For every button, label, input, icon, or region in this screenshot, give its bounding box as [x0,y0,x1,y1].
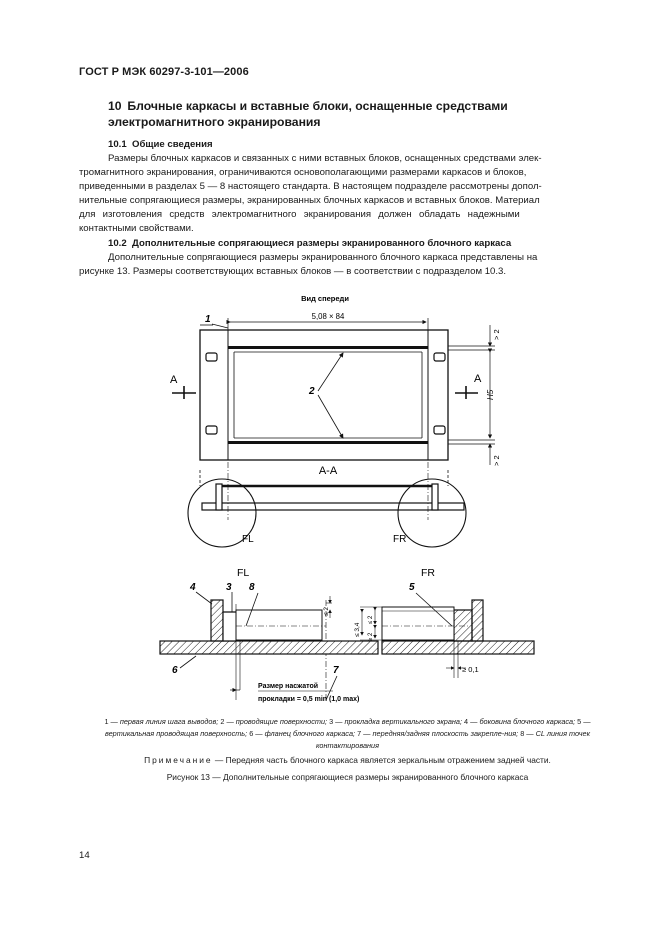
section-number: 10 [108,99,122,113]
callout-4: 4 [190,582,196,593]
page-number: 14 [79,850,90,861]
callout-8: 8 [249,582,255,593]
note-text: — Передняя часть блочного каркаса является зеркальным отражением задней части. [212,755,551,765]
figure-note [79,755,616,765]
callout-7: 7 [333,665,339,676]
paragraph-line: нительные сопрягающиеся размеры, экранированных блочных каркасов и вставных блоков. Материал [79,195,540,207]
subsection-title-text: Общие сведения [132,139,213,150]
dim-small-d: ≥ 0,1 [462,665,479,674]
view-label: Вид спереди [301,294,349,303]
gasket-size-label-2: прокладки = 0,5 min (1,0 max) [258,696,360,703]
detail-fr [382,600,534,678]
subsection-10-1-paragraph [79,152,616,237]
side-wall-left [211,600,223,641]
flange-left [160,641,378,654]
callout-2: 2 [309,386,315,397]
gasket-size-label-1: Размер насжатой [258,683,319,690]
dim-small-b: ≤ 3,4 [354,622,361,637]
subsection-title-text: Дополнительные сопрягающиеся размеры экранированного блочного каркаса [132,238,512,249]
section-mark-right: A [474,373,482,385]
section-mark-left: A [170,374,178,386]
dim-small-a-right: ≤ 2 [368,615,374,624]
detail-fl-heading: FL [237,567,250,579]
paragraph-line: контактными свойствами. [79,223,194,235]
figure-13-drawing [140,288,540,708]
dim-small-c: ≥ 2 [368,632,374,641]
subsection-10-2-title [108,238,511,249]
figure-legend: 1 — первая линия шага выводов; 2 — проводящие поверхности; 3 — прокладка вертикального экрана; 4 — боковина блочного каркаса; 5 — вертикальная проводящая поверхность; 6 — фланец блочного каркаса; 7 — передняя/задняя плоскость закрепле-ния; 8 — CL линия точек контактирования [104,717,591,750]
conductive-surface-right [454,610,472,641]
side-wall-right [472,600,483,641]
detail-fl-tag: FL [242,534,254,545]
dim-width-label: 5,08 × 84 [311,312,345,321]
front-view-outline [200,330,448,460]
paragraph-line: Размеры блочных каркасов и связанных с ними вставных блоков, оснащенных средствами элек- [108,153,542,164]
dim-gap-top: > 2 [492,329,501,340]
bottom-rail [228,441,428,444]
paragraph-line: приведенными в разделах 5 — 8 настоящего стандарта. В настоящем подразделе рассмотрены допол- [79,181,542,193]
plug-in-unit-right [382,607,454,640]
note-label: Примечание [144,755,213,765]
callout-5: 5 [409,582,415,593]
section-view-label: A-A [318,465,338,477]
paragraph-line: для изготовления средств электромагнитного экранирования должен обладать надежными [79,209,520,221]
detail-fr-heading: FR [421,567,435,579]
callout-3: 3 [226,582,232,593]
front-view [200,330,448,460]
top-rail [228,346,428,349]
figure-caption: Рисунок 13 — Дополнительные сопрягающиеся размеры экранированного блочного каркаса [166,772,529,782]
plug-in-unit-left [236,610,322,640]
subsection-number: 10.1 [108,139,127,150]
dim-height-label: H5 [486,389,495,400]
subsection-number: 10.2 [108,238,127,249]
paragraph-line: рисунке 13. Размеры соответствующих вставных блоков — в соответствии с подразделом 10.3. [79,266,507,278]
paragraph-line: Дополнительные сопрягающиеся размеры экранированного блочного каркаса представлены на [108,252,538,263]
callout-6: 6 [172,665,178,676]
section-cut-markers [172,386,478,399]
subsection-10-2-paragraph [79,251,616,279]
paragraph-line: тромагнитного экранирования, ограничиваются основополагающими размерами каркасов и блоков, [79,167,527,179]
dim-small-a: ≤ 2 [323,607,330,616]
document-code: ГОСТ Р МЭК 60297-3-101—2006 [79,66,249,78]
subsection-10-1-title [108,139,213,150]
detail-fr-tag: FR [393,534,407,545]
section-title [108,98,578,130]
section-title-text: Блочные каркасы и вставные блоки, оснащенные средствами электромагнитного экранирования [108,99,508,129]
callout-1: 1 [205,314,211,325]
dim-gap-bottom: > 2 [492,455,501,466]
